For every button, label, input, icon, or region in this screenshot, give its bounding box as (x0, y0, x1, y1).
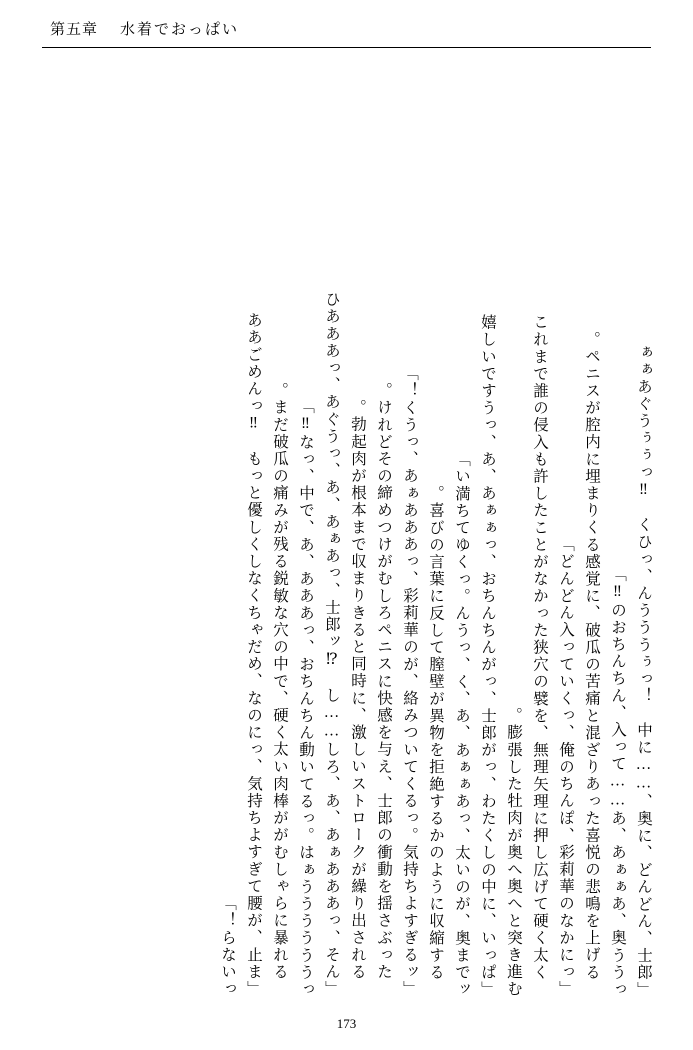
chapter-title: 水着でおっぱい (120, 22, 240, 38)
text-line: 「ああごめんっ‼ もっと優しくしなくちゃだめ、なのにっ、気持ちよすぎて腰が、止ま (245, 312, 262, 998)
header-divider (42, 47, 651, 48)
page-body (42, 58, 651, 998)
page-header (50, 18, 643, 42)
text-line: 喜びの言葉に反して膣壁が異物を拒絶するかのように収縮する。 (427, 484, 444, 998)
text-line: 「くうっ、あぁあああっ、彩莉華のが、絡みついてくるっ。気持ちよすぎるッ！」 (401, 365, 418, 998)
text-line: 「ひあああっ、あぐうっ、あ、あぁあっ、士郎ッ⁉ し……しろ、あ、あぁあああっ、そん (323, 291, 340, 998)
text-line: 「どんどん入っていくっ、俺のちんぽ、彩莉華のなかにっ」 (557, 536, 574, 998)
text-line: なっ、中で、あ、あああっ、おちんちん動いてるっ。はぁううううううっ‼」 (297, 397, 314, 998)
text-line: 勃起肉が根本まで収まりきると同時に、激しいストロークが繰り出される。 (349, 399, 366, 998)
text-line: のおちんちん、入って……あ、あぁぁあ、奥ううっ‼」 (609, 565, 626, 998)
vertical-text-columns (42, 58, 651, 998)
text-line: 「嬉しいですうっ、あ、あぁぁっ、おちんちんがっ、士郎がっ、わたくしの中に、いっぱ (479, 313, 496, 998)
text-line: まだ破瓜の痛みが残る鋭敏な穴の中で、硬く太い肉棒ががむしゃらに暴れる。 (271, 382, 288, 998)
text-line: ペニスが腔内に埋まりくる感覚に、破瓜の苦痛と混ざりあった喜悦の悲鳴を上げる。 (583, 331, 600, 998)
text-line: らないっ！」 (219, 895, 236, 998)
text-line: 膨張した牡肉が奥へ奥へと突き進む。 (505, 707, 522, 998)
text-line: 「ぁぁあぐうぅぅっ‼ くひっ、んうううぅっ！ 中に……、奥に、どんどん、士郎 (635, 343, 652, 998)
page-number: 173 (336, 1016, 357, 1031)
text-line: けれどその締めつけがむしろペニスに快感を与え、士郎の衝動を揺さぶった。 (375, 382, 392, 998)
text-line: これまで誰の侵入も許したことがなかった狭穴の襞を、無理矢理に押し広げて硬く太く (531, 313, 548, 998)
chapter-number: 第五章 (50, 22, 99, 38)
text-line: い満ちてゆくっ。んうっ、く、あ、あぁぁあっ、太いのが、奥までッ」 (453, 450, 470, 998)
